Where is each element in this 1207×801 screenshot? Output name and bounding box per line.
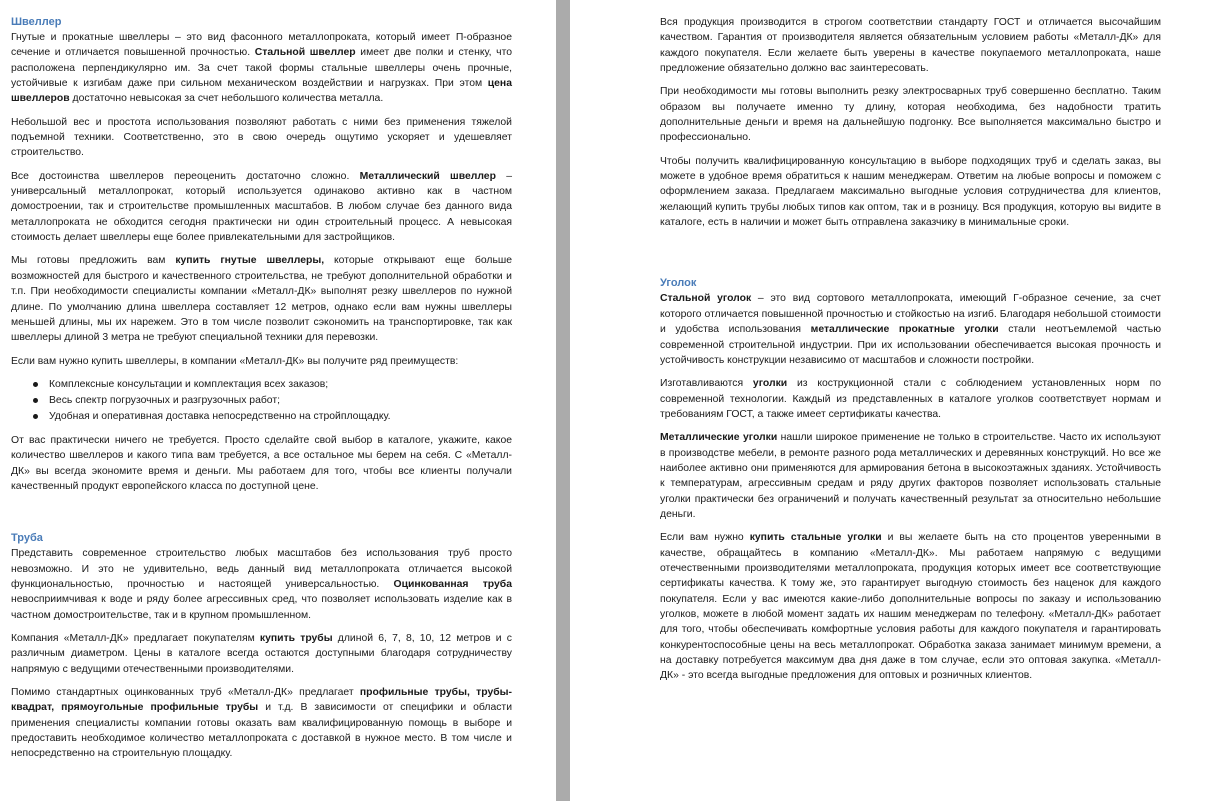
bullet-item: Весь спектр погрузочных и разгрузочных работ; (49, 393, 512, 409)
paragraph: Компания «Металл-ДК» предлагает покупателям купить трубы длиной 6, 7, 8, 10, 12 метров и с различным диаметром. Цены в каталоге всегда остаются доступными благодаря сотрудничеству напрямую с ведущими отечественными производителями. (11, 632, 512, 675)
section-heading: Труба (11, 532, 43, 545)
section-truba (11, 531, 512, 761)
section-ugolok (660, 276, 1161, 683)
bold-term: купить гнутые швеллеры, (175, 255, 325, 267)
paragraph: Вся продукция производится в строгом соответствии стандарту ГОСТ и отличается высочайшим качеством. Гарантия от производителя является обязательным условием работы «Металл-ДК» для каждого покупателя. Если желаете быть уверены в качестве покупаемого металлопроката, наше предложение обязательно должно вас заинтересовать. (660, 17, 1161, 75)
paragraph: Если вам нужно купить стальные уголки и вы желаете быть на сто процентов уверенными в качестве, обращайтесь в компанию «Металл-ДК». Мы работаем напрямую с ведущими отечественными производителями металлопроката, продукция которых имеет все соответствующие сертификаты качества. К тому же, это гарантирует выгодную стоимость без наценок для каждого покупателя. Если у вас имеются какие-либо дополнительные вопросы по заказу и использованию уголков, можете в любой момент задать их нашим менеджерам по телефону. «Металл-ДК» работает для того, чтобы обеспечивать комфортные условия работы для каждого покупателя и гарантировать конкурентоспособные цены на весь металлопрокат. Обработка заказа занимает минимум времени, а на доставку потребуется максимум два дня даже в том случае, если это оптовая закупка. «Металл-ДК» - это всегда выгодные предложения для оптовых и розничных клиентов. (660, 532, 1161, 682)
paragraph: Изготавливаются уголки из кострукционной стали с соблюдением установленных норм по современной технологии. Каждый из представленных в каталоге уголков соответствует нормам и требованиям ГОСТ, а также имеет сертификаты качества. (660, 378, 1161, 420)
paragraph: Помимо стандартных оцинкованных труб «Металл-ДК» предлагает профильные трубы, трубы-квадрат, прямоугольные профильные трубы и т.д. В зависимости от специфики и области применения специалисты компании готовы оказать вам квалифицированную помощь в выборе и предоставить необходимое количество металлопроката с доставкой в нужное место. В том числе и непосредственно на строительную площадку. (11, 687, 512, 760)
document-page-left (0, 0, 556, 801)
bold-term: купить стальные уголки (749, 532, 882, 544)
bullet-list (11, 377, 512, 425)
bold-term: купить трубы (259, 632, 333, 644)
paragraph: Мы готовы предложить вам купить гнутые швеллеры, которые открывают еще больше возможностей для быстрого и качественного строительства, не требуют дополнительной обработки и т.п. При необходимости специалисты компании «Металл-ДК» выполнят резку швеллеров по нужной длине. По умолчанию длина швеллера составляет 12 метров, однако если вам нужны швеллеры меньшей длины, мы их нарежем. Это в том числе позволит сэкономить на транспортировке, так как швеллеры длиной 3 метра не требуют специальной техники для перевозки. (11, 255, 512, 344)
bold-term: Металлические уголки (660, 432, 778, 444)
paragraph: При необходимости мы готовы выполнить резку электросварных труб совершенно бесплатно. Таким образом вы получаете именно ту длину, которая необходима, без надобности тратить дополнительные деньги и время на дальнейшую подгонку. Все выполняется максимально быстро и профессионально. (660, 86, 1161, 144)
bold-term: цена швеллеров (11, 78, 512, 105)
bold-term: Стальной уголок (660, 293, 752, 305)
document-page-right (570, 0, 1207, 801)
bold-term: Оцинкованная труба (393, 578, 512, 590)
paragraph: Если вам нужно купить швеллеры, в компании «Металл-ДК» вы получите ряд преимуществ: (11, 355, 459, 367)
bold-term: Стальной швеллер (254, 47, 356, 59)
bold-term: профильные трубы, трубы-квадрат, прямоугольные профильные трубы (11, 687, 512, 714)
paragraph: Небольшой вес и простота использования позволяют работать с ними без применения тяжелой подъемной техники. Соответственно, это в свою очередь ощутимо ускоряет и удешевляет строительство. (11, 116, 512, 159)
section-heading: Уголок (660, 277, 697, 290)
bold-term: Металлический швеллер (359, 170, 496, 182)
section-truba-continued (660, 15, 1161, 230)
paragraph: Стальной уголок – это вид сортового металлопроката, имеющий Г-образное сечение, за счет которого отличается повышенной прочностью и стойкостью на изгиб. Благодаря небольшой стоимости и удобства использования металлические прокатные уголки стали неотъемлемой частью современной строительной индустрии. При их использовании обеспечивается высокая прочность и устойчивость конструкции независимо от масштабов и сложности постройки. (660, 293, 1162, 366)
paragraph: Представить современное строительство любых масштабов без использования труб просто невозможно. И это не удивительно, ведь данный вид металлопроката отличается высокой функциональностью, прочностью и настоящей универсальностью. Оцинкованная труба невосприимчивая к воде и ряду более агрессивных сред, что позволяет использовать изделие как в частном домостроительстве, так и в крупном промышленном. (11, 548, 512, 621)
paragraph: Металлические уголки нашли широкое применение не только в строительстве. Часто их используют в производстве мебели, в ремонте разного рода металлических и деревянных конструкций. Но все же наиболее активно они применяются для армирования бетона в высокоэтажных зданиях. Устойчивость к температурам, агрессивным средам и ряду других факторов позволяет использовать стальные уголки практически без ограничений и получать качественный результат за относительно небольшие деньги. (660, 432, 1161, 520)
paragraph: Все достоинства швеллеров переоценить достаточно сложно. Металлический швеллер – универсальный металлопрокат, который используется одинаково активно как в частном домостроении, так и строительстве промышленных масштабов. В любом случае без данного вида металлопроката не обходится сегодня практически ни один строительный процесс. А невысокая стоимость делает швеллеры еще более привлекательными для застройщиков. (11, 170, 512, 244)
bold-term: металлические прокатные уголки (810, 324, 999, 336)
section-heading: Швеллер (11, 16, 62, 28)
paragraph: Чтобы получить квалифицированную консультацию в выборе подходящих труб и сделать заказ, вы можете в удобное время обратиться к нашим менеджерам. Ответим на любые вопросы и поможем с оформлением заказа. Предлагаем максимально выгодные условия сотрудничества для клиентов, желающий купить трубы любых типов как оптом, так и в розницу. Вся продукция, которую вы видите в каталоге, есть в наличии и может быть отправлена заказчику в минимальные сроки. (660, 155, 1161, 229)
section-shveller (11, 15, 512, 494)
bullet-item: Удобная и оперативная доставка непосредственно на стройплощадку. (49, 409, 512, 425)
paragraph: От вас практически ничего не требуется. Просто сделайте свой выбор в каталоге, укажите, какое количество швеллеров и какого типа вам требуется, а все остальное мы берем на себя. С «Металл-ДК» вы всегда экономите время и деньги. Мы работаем для того, чтобы все клиенты получали качественный продукт европейского класса по доступной цене. (11, 434, 512, 492)
bold-term: уголки (752, 378, 788, 390)
bullet-item: Комплексные консультации и комплектация всех заказов; (49, 377, 512, 393)
paragraph: Гнутые и прокатные швеллеры – это вид фасонного металлопроката, который имеет П-образное сечение и отличается повышенной прочностью. Стальной швеллер имеет две полки и стенку, что расположена перпендикулярно им. За счет такой формы стальные швеллеры очень прочные, устойчивые к изгибам даже при сильном механическом воздействии и нагрузках. При этом цена швеллеров достаточно невысокая за счет небольшого количества металла. (11, 32, 513, 105)
